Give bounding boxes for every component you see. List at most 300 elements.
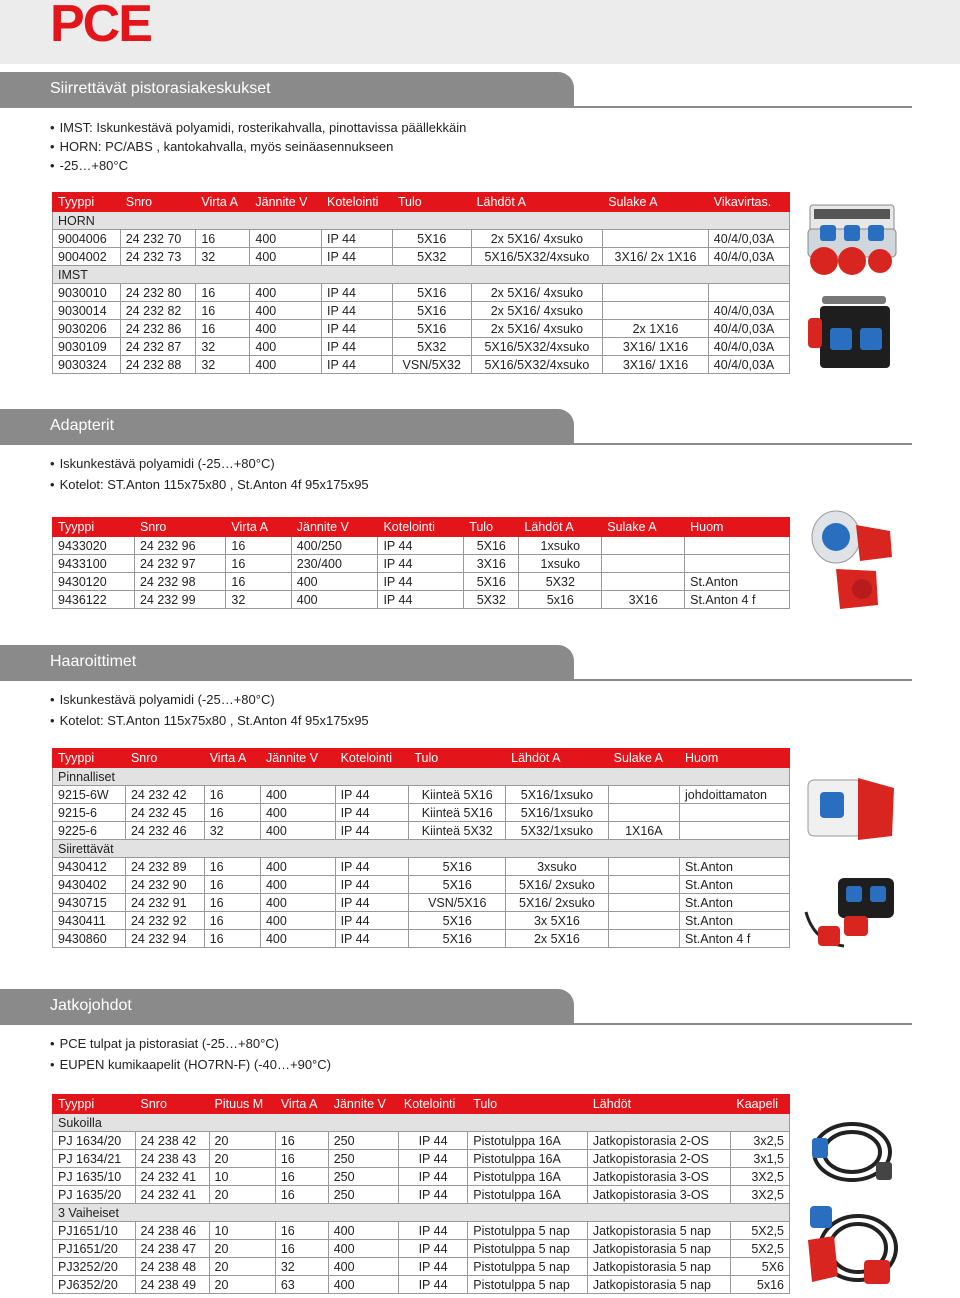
table-cell: 400	[328, 1240, 398, 1258]
table-cell: 16	[275, 1222, 328, 1240]
col-header: Kotelointi	[378, 518, 464, 537]
table-row	[53, 930, 790, 948]
table-cell: Jatkopistorasia 3-OS	[587, 1186, 731, 1204]
table-cell	[608, 876, 679, 894]
table-cell: IP 44	[335, 804, 409, 822]
table-cell: 24 238 49	[135, 1276, 209, 1294]
col-header: Lähdöt	[587, 1095, 731, 1114]
table-cell: 3x1,5	[731, 1150, 790, 1168]
table-cell: 16	[275, 1168, 328, 1186]
section-rule	[574, 443, 912, 445]
pistorasiakeskukset-table	[52, 192, 790, 374]
table-cell: 3X16	[602, 591, 685, 609]
table-cell: 16	[275, 1132, 328, 1150]
table-cell: IP 44	[335, 930, 409, 948]
table-cell: IP 44	[335, 876, 409, 894]
col-header: Lähdöt A	[506, 749, 609, 768]
section-rule	[574, 679, 912, 681]
pce-logo: PCE	[50, 0, 151, 53]
table-row	[53, 822, 790, 840]
table-cell: 24 238 43	[135, 1150, 209, 1168]
table-cell: 5X16	[409, 858, 506, 876]
table-cell: 9030324	[53, 356, 121, 374]
table-row	[53, 1186, 790, 1204]
table-cell: 24 232 97	[134, 555, 225, 573]
table-cell: 5X16/5X32/4xsuko	[471, 248, 603, 266]
table-header-row	[53, 749, 790, 768]
table-cell	[608, 804, 679, 822]
table-cell: 5X16	[392, 320, 471, 338]
table-cell: 3x2,5	[731, 1132, 790, 1150]
table-row	[53, 1150, 790, 1168]
table-cell: 24 232 90	[125, 876, 204, 894]
table-cell: 5X16	[392, 230, 471, 248]
table-cell: 400	[328, 1258, 398, 1276]
table-cell: IP 44	[335, 894, 409, 912]
table-row	[53, 1240, 790, 1258]
table-cell: IP 44	[378, 591, 464, 609]
table-cell: 40/4/0,03A	[708, 320, 789, 338]
table-cell: 16	[204, 858, 260, 876]
table-cell: 20	[209, 1276, 275, 1294]
table-cell: 24 238 46	[135, 1222, 209, 1240]
table-cell: IP 44	[378, 537, 464, 555]
table-cell: 16	[275, 1186, 328, 1204]
table-cell: 16	[204, 930, 260, 948]
table-cell: PJ3252/20	[53, 1258, 136, 1276]
table-cell: 40/4/0,03A	[708, 338, 789, 356]
table-row	[53, 230, 790, 248]
col-header: Jännite V	[260, 749, 335, 768]
table-cell: IP 44	[335, 822, 409, 840]
table-cell: IP 44	[398, 1168, 467, 1186]
table-cell: PJ1651/20	[53, 1240, 136, 1258]
table-header-row	[53, 193, 790, 212]
horn-distribution-box-image	[806, 203, 898, 281]
table-cell: 24 232 96	[134, 537, 225, 555]
table-cell: 5X16	[409, 930, 506, 948]
table-cell: 250	[328, 1150, 398, 1168]
table-row	[53, 858, 790, 876]
group-label: Pinnalliset	[53, 768, 790, 786]
table-cell: St.Anton	[679, 894, 789, 912]
table-cell	[679, 804, 789, 822]
table-cell: 24 232 80	[120, 284, 196, 302]
table-cell	[679, 822, 789, 840]
table-row	[53, 1258, 790, 1276]
col-header: Jännite V	[291, 518, 378, 537]
table-cell: 2x 5X16/ 4xsuko	[471, 284, 603, 302]
table-cell: 9430402	[53, 876, 126, 894]
table-cell: IP 44	[322, 302, 393, 320]
table-cell: 9430412	[53, 858, 126, 876]
table-cell: Pistotulppa 5 nap	[468, 1276, 588, 1294]
section-haaroittimet	[0, 645, 960, 731]
table-cell: 16	[196, 302, 250, 320]
col-header: Tyyppi	[53, 518, 135, 537]
table-cell: 20	[209, 1132, 275, 1150]
table-cell: 24 232 70	[120, 230, 196, 248]
table-cell: 16	[275, 1240, 328, 1258]
table-cell: 9433100	[53, 555, 135, 573]
table-cell: 24 232 45	[125, 804, 204, 822]
table-cell: 32	[196, 338, 250, 356]
table-row	[53, 573, 790, 591]
table-cell: 400	[328, 1222, 398, 1240]
table-cell: IP 44	[322, 284, 393, 302]
table-cell: 3X16	[464, 555, 519, 573]
table-cell: 40/4/0,03A	[708, 356, 789, 374]
table-row	[53, 555, 790, 573]
table-cell: 9030206	[53, 320, 121, 338]
table-cell: Jatkopistorasia 5 nap	[587, 1276, 731, 1294]
col-header: Kotelointi	[335, 749, 409, 768]
table-cell: 10	[209, 1168, 275, 1186]
section-title: Haaroittimet	[50, 653, 137, 670]
table-cell: 5X2,5	[731, 1222, 790, 1240]
col-header: Snro	[120, 193, 196, 212]
table-cell: 32	[196, 248, 250, 266]
table-cell: Jatkopistorasia 5 nap	[587, 1222, 731, 1240]
section-adapterit	[0, 409, 960, 495]
table-cell: PJ6352/20	[53, 1276, 136, 1294]
table-cell	[603, 230, 709, 248]
table-cell: IP 44	[398, 1240, 467, 1258]
table-row	[53, 591, 790, 609]
table-cell: 400	[250, 338, 322, 356]
col-header: Tyyppi	[53, 1095, 136, 1114]
table-cell	[608, 912, 679, 930]
table-cell	[603, 284, 709, 302]
table-cell: PJ 1634/20	[53, 1132, 136, 1150]
table-cell	[685, 555, 790, 573]
col-header: Snro	[125, 749, 204, 768]
table-row	[53, 894, 790, 912]
table-cell: 5x16	[731, 1276, 790, 1294]
table-cell: IP 44	[322, 248, 393, 266]
table-cell: 10	[209, 1222, 275, 1240]
table-cell: 5X16/5X32/4xsuko	[471, 338, 603, 356]
table-cell: 32	[204, 822, 260, 840]
table-cell: 24 232 94	[125, 930, 204, 948]
feature-item: • Kotelot: ST.Anton 115x75x80 , St.Anton 4f 95x175x95	[50, 710, 960, 731]
table-cell	[608, 858, 679, 876]
table-cell: 5X16/1xsuko	[506, 804, 609, 822]
group-label: 3 Vaiheiset	[53, 1204, 790, 1222]
table-cell: 9215-6W	[53, 786, 126, 804]
col-header: Sulake A	[608, 749, 679, 768]
table-cell: 400	[260, 858, 335, 876]
table-cell: 24 232 98	[134, 573, 225, 591]
table-row	[53, 1276, 790, 1294]
table-cell: IP 44	[398, 1186, 467, 1204]
table-cell: 5X32/1xsuko	[506, 822, 609, 840]
section-header	[0, 645, 960, 681]
table-cell: IP 44	[335, 858, 409, 876]
table-cell: 9225-6	[53, 822, 126, 840]
table-cell: 5X32	[519, 573, 602, 591]
table-cell: 24 232 46	[125, 822, 204, 840]
table-cell: Jatkopistorasia 2-OS	[587, 1150, 731, 1168]
table-cell: Jatkopistorasia 2-OS	[587, 1132, 731, 1150]
table-cell: 20	[209, 1150, 275, 1168]
section-title: Adapterit	[50, 417, 115, 434]
table-cell: 400	[260, 930, 335, 948]
table-cell: 400	[328, 1276, 398, 1294]
feature-item: • -25…+80°C	[50, 156, 960, 175]
table-cell: 5X16	[464, 537, 519, 555]
table-cell	[608, 930, 679, 948]
table-cell: Pistotulppa 5 nap	[468, 1240, 588, 1258]
feature-item: • Kotelot: ST.Anton 115x75x80 , St.Anton 4f 95x175x95	[50, 474, 960, 495]
table-cell: 24 232 82	[120, 302, 196, 320]
table-header-row	[53, 518, 790, 537]
table-cell: 16	[226, 537, 291, 555]
table-cell: IP 44	[398, 1276, 467, 1294]
col-header: Kotelointi	[398, 1095, 467, 1114]
table-cell: 9430120	[53, 573, 135, 591]
table-cell: 230/400	[291, 555, 378, 573]
table-cell: 5X16/5X32/4xsuko	[471, 356, 603, 374]
table-cell: 24 232 99	[134, 591, 225, 609]
table-cell: 3X16/ 1X16	[603, 356, 709, 374]
table-cell: 16	[196, 284, 250, 302]
group-label: IMST	[53, 266, 790, 284]
table-cell: St.Anton	[679, 876, 789, 894]
table-cell: IP 44	[322, 320, 393, 338]
table-cell: PJ1651/10	[53, 1222, 136, 1240]
table-cell: 5X2,5	[731, 1240, 790, 1258]
table-cell: 5X16/ 2xsuko	[506, 894, 609, 912]
col-header: Sulake A	[603, 193, 709, 212]
group-label: HORN	[53, 212, 790, 230]
table-cell: 5X32	[392, 248, 471, 266]
table-cell: 16	[226, 573, 291, 591]
group-row	[53, 768, 790, 786]
table-cell: IP 44	[398, 1258, 467, 1276]
table-cell: 2x 5X16/ 4xsuko	[471, 230, 603, 248]
table-cell: 20	[209, 1186, 275, 1204]
col-header: Tulo	[409, 749, 506, 768]
table-cell: 5x16	[519, 591, 602, 609]
table-cell: IP 44	[398, 1132, 467, 1150]
group-row	[53, 840, 790, 858]
table-cell: 20	[209, 1258, 275, 1276]
table-row	[53, 804, 790, 822]
table-cell: 5X16/1xsuko	[506, 786, 609, 804]
group-label: Sukoilla	[53, 1114, 790, 1132]
col-header: Tyyppi	[53, 749, 126, 768]
col-header: Lähdöt A	[519, 518, 602, 537]
table-cell: johdoittamaton	[679, 786, 789, 804]
table-cell: 1xsuko	[519, 555, 602, 573]
imst-distribution-box-image	[808, 292, 898, 374]
portable-splitter-image	[804, 872, 900, 952]
table-cell	[602, 573, 685, 591]
table-cell: 16	[196, 230, 250, 248]
table-row	[53, 356, 790, 374]
table-cell: 3X16/ 1X16	[603, 338, 709, 356]
table-cell: 5X16	[464, 573, 519, 591]
section-header	[0, 409, 960, 445]
adapter-image	[806, 505, 898, 615]
table-cell: 2x 5X16/ 4xsuko	[471, 320, 603, 338]
jatkojohdot-table	[52, 1094, 790, 1294]
table-cell: 9430860	[53, 930, 126, 948]
table-cell: 5X16	[392, 284, 471, 302]
group-row	[53, 212, 790, 230]
table-cell: 16	[204, 786, 260, 804]
table-cell: 250	[328, 1168, 398, 1186]
table-cell: 24 232 41	[135, 1186, 209, 1204]
section-header	[0, 989, 960, 1025]
table-cell: St.Anton 4 f	[685, 591, 790, 609]
table-row	[53, 1132, 790, 1150]
table-cell: 16	[204, 804, 260, 822]
table-cell: 400	[250, 248, 322, 266]
table-cell	[608, 786, 679, 804]
table-cell: PJ 1635/20	[53, 1186, 136, 1204]
table-cell: 16	[204, 894, 260, 912]
table-cell: 5X16/ 2xsuko	[506, 876, 609, 894]
table-cell: 9430715	[53, 894, 126, 912]
table-cell: 16	[226, 555, 291, 573]
table-cell: 2x 5X16	[506, 930, 609, 948]
section-rule	[574, 106, 912, 108]
section-jatkojohdot	[0, 989, 960, 1075]
table-cell: Jatkopistorasia 5 nap	[587, 1240, 731, 1258]
table-cell: IP 44	[335, 786, 409, 804]
table-cell: 3x 5X16	[506, 912, 609, 930]
section-title: Siirrettävät pistorasiakeskukset	[50, 80, 271, 97]
col-header: Jännite V	[328, 1095, 398, 1114]
table-cell: St.Anton	[679, 912, 789, 930]
feature-item: • HORN: PC/ABS , kantokahvalla, myös seinäasennukseen	[50, 137, 960, 156]
table-cell: 250	[328, 1132, 398, 1150]
table-cell: Kiinteä 5X16	[409, 804, 506, 822]
table-cell: 16	[204, 912, 260, 930]
table-cell	[608, 894, 679, 912]
group-row	[53, 266, 790, 284]
table-cell: 400	[260, 786, 335, 804]
table-cell: Pistotulppa 16A	[468, 1168, 588, 1186]
table-row	[53, 302, 790, 320]
col-header: Pituus M	[209, 1095, 275, 1114]
table-cell	[708, 284, 789, 302]
col-header: Tulo	[464, 518, 519, 537]
table-cell: IP 44	[398, 1222, 467, 1240]
col-header: Virta A	[196, 193, 250, 212]
group-row	[53, 1204, 790, 1222]
feature-list	[50, 1033, 960, 1075]
table-cell: 400	[291, 573, 378, 591]
table-cell: 24 232 41	[135, 1168, 209, 1186]
table-cell: PJ 1635/10	[53, 1168, 136, 1186]
feature-item: • PCE tulpat ja pistorasiat (-25…+80°C)	[50, 1033, 960, 1054]
table-cell: 5X32	[392, 338, 471, 356]
col-header: Kaapeli	[731, 1095, 790, 1114]
table-cell: Pistotulppa 5 nap	[468, 1258, 588, 1276]
table-cell	[685, 537, 790, 555]
table-row	[53, 248, 790, 266]
header-band	[0, 0, 960, 64]
surface-splitter-image	[804, 770, 900, 850]
col-header: Snro	[134, 518, 225, 537]
col-header: Vikavirtas.	[708, 193, 789, 212]
table-cell: 24 232 92	[125, 912, 204, 930]
table-cell	[603, 302, 709, 320]
table-cell: IP 44	[322, 356, 393, 374]
table-header-row	[53, 1095, 790, 1114]
table-cell: 400	[260, 822, 335, 840]
table-cell: 400	[250, 302, 322, 320]
table-cell: 9430411	[53, 912, 126, 930]
table-cell: 5X32	[464, 591, 519, 609]
table-cell: 2x 5X16/ 4xsuko	[471, 302, 603, 320]
table-cell: Jatkopistorasia 5 nap	[587, 1258, 731, 1276]
table-row	[53, 284, 790, 302]
col-header: Virta A	[204, 749, 260, 768]
table-cell: 24 232 86	[120, 320, 196, 338]
section-pistorasiakeskukset	[0, 72, 960, 175]
table-cell	[602, 537, 685, 555]
table-cell	[602, 555, 685, 573]
table-cell: PJ 1634/21	[53, 1150, 136, 1168]
table-cell: IP 44	[335, 912, 409, 930]
table-cell: Jatkopistorasia 3-OS	[587, 1168, 731, 1186]
single-phase-extension-cable-image	[804, 1110, 900, 1190]
adapterit-table	[52, 517, 790, 609]
col-header: Tulo	[392, 193, 471, 212]
table-cell: IP 44	[378, 573, 464, 591]
table-cell: 24 238 47	[135, 1240, 209, 1258]
table-cell: 40/4/0,03A	[708, 302, 789, 320]
table-cell: 24 232 88	[120, 356, 196, 374]
table-cell: 5X16	[392, 302, 471, 320]
table-cell: IP 44	[398, 1150, 467, 1168]
table-cell: 3X2,5	[731, 1168, 790, 1186]
col-header: Tulo	[468, 1095, 588, 1114]
table-cell: 3X16/ 2x 1X16	[603, 248, 709, 266]
table-cell: 63	[275, 1276, 328, 1294]
table-cell: 9436122	[53, 591, 135, 609]
feature-list	[50, 689, 960, 731]
col-header: Tyyppi	[53, 193, 121, 212]
table-cell: 5X16	[409, 912, 506, 930]
table-cell: 24 232 91	[125, 894, 204, 912]
feature-list	[50, 118, 960, 175]
table-cell: IP 44	[378, 555, 464, 573]
table-cell: 20	[209, 1240, 275, 1258]
table-cell: 5X16	[409, 876, 506, 894]
table-cell: 9030109	[53, 338, 121, 356]
table-cell: 24 232 42	[125, 786, 204, 804]
table-cell: 24 238 42	[135, 1132, 209, 1150]
table-cell: 24 232 73	[120, 248, 196, 266]
table-cell: 9433020	[53, 537, 135, 555]
table-cell: Pistotulppa 5 nap	[468, 1222, 588, 1240]
table-cell: IP 44	[322, 338, 393, 356]
table-cell: 400	[250, 230, 322, 248]
table-row	[53, 876, 790, 894]
table-cell: 400	[291, 591, 378, 609]
table-cell: Pistotulppa 16A	[468, 1132, 588, 1150]
table-cell: St.Anton	[679, 858, 789, 876]
table-cell: 400	[260, 912, 335, 930]
table-cell: IP 44	[322, 230, 393, 248]
table-cell: 16	[196, 320, 250, 338]
group-row	[53, 1114, 790, 1132]
